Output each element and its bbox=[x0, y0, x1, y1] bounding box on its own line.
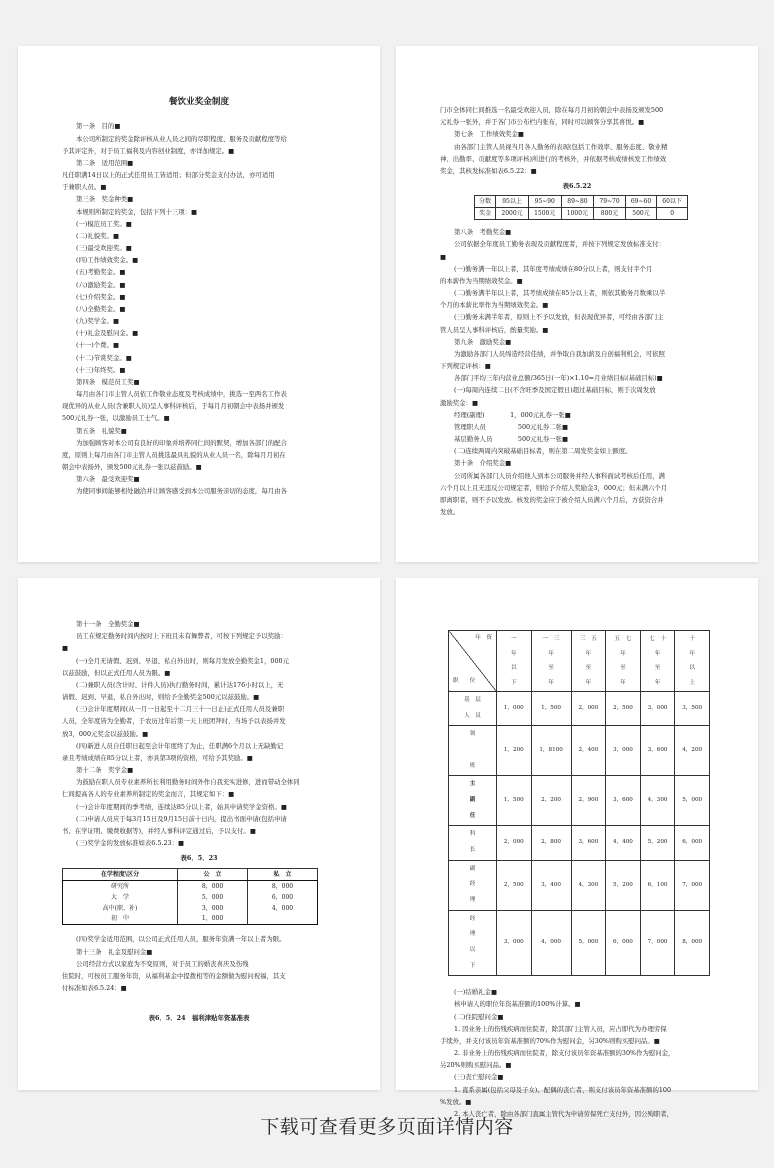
row-header-cell: 领 班 bbox=[449, 726, 497, 776]
table-cell: 2，500 bbox=[497, 860, 532, 910]
table-row bbox=[449, 860, 710, 910]
table-cell: 初 中 bbox=[63, 914, 178, 925]
table-cell: 6，000 bbox=[271, 893, 294, 901]
table-cell: 95~90 bbox=[528, 196, 561, 208]
text-line: (八)全勤奖金。■ bbox=[76, 304, 126, 313]
text-line: 公司经营方式以家庭为不变原则，对于员工的婚丧喜庆及伤残 bbox=[76, 959, 249, 968]
table-cell: 8，000 bbox=[178, 881, 248, 892]
text-line: 1. 因业务上的伤残疾病而住院者，除其部门主管人员，应占即代为办理劳保 bbox=[454, 1024, 667, 1033]
text-line: 付标准如表6.5.24：■ bbox=[62, 984, 127, 993]
text-line: (十一)个费。■ bbox=[76, 341, 119, 350]
table-row bbox=[63, 881, 318, 892]
text-line: 第七条 工作绩效奖金■ bbox=[454, 130, 524, 139]
text-line: (一)结婚礼金■ bbox=[454, 988, 497, 997]
welfare-allowance-table bbox=[448, 630, 710, 976]
text-line: 第十三条 礼金及慰问金■ bbox=[76, 947, 153, 956]
table-cell: 500元 bbox=[625, 208, 656, 220]
text-line: 第一条 目的■ bbox=[76, 122, 121, 131]
row-header-cell: 副 经 理 bbox=[449, 860, 497, 910]
text-line: 本公司所制定的奖金除评核从业人员之间的尽职程度、服务及贡献程度等给 bbox=[76, 134, 287, 143]
table-cell: 5，200 bbox=[640, 826, 675, 860]
table-header-cell: 一 三 年 至 年 bbox=[531, 631, 571, 692]
text-line: 为加强顾客对本公司有良好的印象并培养同仁间的默契，增加各部门的配合 bbox=[76, 438, 287, 447]
table-row bbox=[63, 892, 318, 903]
text-line: (五)考勤奖金。■ bbox=[76, 268, 126, 277]
text-line: 度，原则上每月由各门市主管人员挑选最具礼貌的从业人员一名，除每月月初在 bbox=[62, 450, 286, 459]
text-line: 朝会中表扬外，颁发500元礼券一张以兹鼓励。■ bbox=[62, 463, 202, 472]
table-cell: 大 学 bbox=[63, 892, 178, 903]
table-cell: 3，600 bbox=[640, 726, 675, 776]
table-header-cell: 公 立 bbox=[178, 869, 248, 881]
text-line: %发放。■ bbox=[440, 1097, 472, 1106]
document-title: 餐饮业奖金制度 bbox=[168, 97, 230, 107]
text-line: 于兼职人员。■ bbox=[62, 183, 107, 192]
document-page-4 bbox=[396, 578, 758, 1118]
table-cell: 1，200 bbox=[497, 726, 532, 776]
text-line: 管理职人员 500元礼券二张■ bbox=[454, 422, 569, 431]
table-header-cell: 私 立 bbox=[248, 869, 318, 881]
table-cell: 5，000 bbox=[675, 776, 710, 826]
table-cell: 2000元 bbox=[496, 208, 529, 220]
table-cell: 89~80 bbox=[561, 196, 594, 208]
text-line: 住院时，可按员工服务年资，从福利基金中提拨相等的金额做为慰问祝福，其支 bbox=[62, 971, 286, 980]
table-cell: 95以上 bbox=[496, 196, 529, 208]
table-row bbox=[63, 914, 318, 925]
table-cell: 3，000 bbox=[178, 903, 248, 914]
text-line: (七)介绍奖金。■ bbox=[76, 292, 126, 301]
table-cell: 2，000 bbox=[497, 826, 532, 860]
table-cell: 2，200 bbox=[531, 776, 571, 826]
table-cell: 6，000 bbox=[675, 826, 710, 860]
text-line: 激励奖金：■ bbox=[440, 398, 478, 407]
text-line: (二)兼职人员(含计时、计件人员)执行勤务时间，累计达176小时以上，无 bbox=[76, 680, 284, 689]
text-line: 第十一条 全勤奖金■ bbox=[76, 620, 140, 628]
text-line: 为激励各部门人员绵造经营佳绩，并争取自我加薪及自创福利机会，可依照 bbox=[454, 349, 665, 358]
table-header-cell: 十 年 以 上 bbox=[675, 631, 710, 692]
table-row bbox=[449, 631, 710, 692]
text-line: 每月由各门市主管人员依工作敬业态度及考核成绩中，挑选一至两名工作表 bbox=[76, 390, 287, 399]
table-row bbox=[449, 726, 710, 776]
table-cell: 1，500 bbox=[497, 776, 532, 826]
table-cell: 7，000 bbox=[675, 860, 710, 910]
table-cell: 研究所 bbox=[63, 881, 178, 892]
diagonal-header-top: 年 资 bbox=[475, 635, 492, 641]
table-row bbox=[449, 910, 710, 976]
page1-body bbox=[62, 120, 336, 497]
text-line: 仁间提高各人的专业素养所制定的奖金而言，其规定如下：■ bbox=[62, 790, 235, 799]
row-header-cell: 经 理 以 下 bbox=[449, 910, 497, 976]
table-cell: 高中(职、补) bbox=[63, 903, 178, 914]
text-line: (九)奖学金。■ bbox=[76, 317, 119, 326]
table-header-cell: 七 十 年 至 年 bbox=[640, 631, 675, 692]
row-header-cell: 主 副 任 bbox=[449, 776, 497, 826]
table-cell: 800元 bbox=[594, 208, 625, 220]
table-cell: 2，800 bbox=[531, 826, 571, 860]
text-line: 即离职者，则不予以发放。核发的奖金应于被介绍人员满六个月后，方获资合并 bbox=[440, 495, 664, 504]
table-cell: 7，000 bbox=[640, 910, 675, 976]
text-line: (一)全月无请假、迟到、早退、私自外出时，则每月发放全勤奖金1，000元 bbox=[76, 656, 289, 665]
table-cell: 4，000 bbox=[271, 904, 294, 912]
table-caption-6-5-24: 表6．5．24 福利津贴年资基准表 bbox=[148, 1014, 250, 1023]
document-page-3 bbox=[18, 578, 380, 1090]
text-line: 基层勤务人员 500元礼券一张■ bbox=[454, 435, 569, 444]
text-line: (三)勤务未满半年者，原则上不予以发放，但表现优异者，可经由各部门主 bbox=[454, 313, 664, 322]
text-line: (二)勤务满半年以上者，其考绩成绩在85分以上者，则依其勤务月数乘以半 bbox=[454, 289, 666, 298]
table-cell: 3，000 bbox=[640, 692, 675, 726]
table-cell: 5，000 bbox=[571, 910, 606, 976]
text-line: 放3，000元奖金以兹鼓励。■ bbox=[62, 729, 149, 738]
table-cell: 3，600 bbox=[606, 776, 641, 826]
table-row bbox=[449, 692, 710, 726]
text-line: 门市全体同仁间推选一名最受欢迎人员，除在每月月初的朝会中表扬及颁发500 bbox=[440, 106, 664, 114]
diagonal-header-bottom: 职 位 bbox=[453, 677, 476, 684]
text-line: 第二条 适用范围■ bbox=[76, 158, 134, 167]
text-line: ■ bbox=[62, 644, 69, 653]
text-line: 手续外，并支付该员年资基准额的70%作为慰问金，另30%则购买慰问品。■ bbox=[440, 1036, 660, 1045]
text-line: (六)激励奖金。■ bbox=[76, 280, 126, 289]
text-line: 第六条 最受欢迎奖■ bbox=[76, 475, 140, 484]
table-cell: 1，000 bbox=[178, 914, 248, 925]
text-line: (四)新进人员自任职日起至会计年度终了为止，任职满6个月以上无缺勤记 bbox=[76, 741, 284, 750]
text-line: 现优异的从业人员(含兼职人员)呈人事科评核后，于每月月初朝会中表扬并颁发 bbox=[62, 402, 285, 411]
page3-body-bottom bbox=[62, 933, 336, 994]
table-header-cell: 五 七 年 至 年 bbox=[606, 631, 641, 692]
table-cell: 1，000 bbox=[497, 692, 532, 726]
table-cell: 6，000 bbox=[606, 910, 641, 976]
table-cell: 1，8100 bbox=[531, 726, 571, 776]
text-line: 500元礼券一张，以激励员工士气。■ bbox=[62, 414, 170, 423]
text-line: (三)最受欢迎奖。■ bbox=[76, 244, 132, 253]
text-line: 奖金，其核发标准如表6.5.22：■ bbox=[440, 166, 537, 175]
text-line: 第三条 奖金种类■ bbox=[76, 195, 134, 204]
text-line: 第五条 礼貌奖■ bbox=[76, 426, 127, 435]
table-row bbox=[63, 903, 318, 914]
text-line: 第四条 模范员工奖■ bbox=[76, 377, 140, 386]
table-cell: 5，200 bbox=[606, 860, 641, 910]
text-line: 第十二条 奖学金■ bbox=[76, 766, 134, 775]
text-line: 神、出勤率、贡献度等多项评核)所进行的考核外，并依据考核成绩核发工作绩效 bbox=[440, 154, 667, 163]
table-cell: 3，400 bbox=[531, 860, 571, 910]
text-line: (一)模范员工奖。■ bbox=[76, 219, 132, 228]
table-caption-6-5-23: 表6．5．23 bbox=[180, 854, 218, 863]
text-line: (三)奖学金的发放标准如表6.5.23：■ bbox=[76, 839, 185, 848]
table-caption-6-5-22: 表6.5.22 bbox=[562, 182, 592, 191]
text-line: 2. 非业务上的伤残疾病而住院者，除支付该员年资基准额的30%作为慰问金， bbox=[454, 1049, 675, 1058]
table-cell: 5，000 bbox=[178, 892, 248, 903]
text-line: 由各部门主管人员视当月各人勤务的表现(包括工作效率、服务态度、敬业精 bbox=[454, 142, 668, 151]
text-line: 个月的本薪比率作为当期绩效奖金。■ bbox=[440, 301, 549, 310]
text-line: 六个月以上且无违反公司规定者，则给予介绍人奖励金3，000元；但未满六个月 bbox=[440, 483, 668, 492]
text-line: 凡任职满14日以上的正式任用员工皆适用；但部分奖金支付办法，亦可适用 bbox=[62, 171, 275, 180]
table-row bbox=[449, 826, 710, 860]
table-cell: 69~60 bbox=[625, 196, 656, 208]
text-line: (二)申请人员应于每3月15日及9月15日前十日内，提出书面申请(包括申请 bbox=[76, 814, 287, 823]
download-more-banner: 下载可查看更多页面详情内容 bbox=[260, 1116, 514, 1138]
table-header-cell: 在学程度\区分 bbox=[63, 869, 178, 881]
table-cell: 4，400 bbox=[606, 826, 641, 860]
table-cell: 60以下 bbox=[657, 196, 688, 208]
text-line: 第十条 介绍奖金■ bbox=[454, 459, 512, 468]
table-cell: 1，500 bbox=[531, 692, 571, 726]
text-line: 为使同事间能够相处融洽并让顾客感受到本公司服务亲切的态度，每月由各 bbox=[76, 487, 287, 496]
text-line: (四)工作绩效奖金。■ bbox=[76, 256, 139, 265]
table-cell: 2，400 bbox=[571, 726, 606, 776]
text-line: (一)每周内连续二日(不含旺季及国定假日)超过基础目标，则于次周发放 bbox=[454, 386, 656, 395]
text-line: 录且考绩成绩在85分以上者，亦具第3项的资格，可给予其奖励。■ bbox=[62, 753, 253, 762]
text-line: (一)会计年度期间的季考绩，连续达85分以上者，始具申请奖学金资格。■ bbox=[76, 802, 287, 811]
text-line: (一)勤务满一年以上者，其年度考绩成绩在80分以上者，则支付半个月 bbox=[454, 264, 653, 273]
text-line: 1. 直系亲属(包括父母及子女)、配偶的丧亡者，则支付该员年资基准额的100 bbox=[454, 1085, 672, 1094]
text-line: (三)会计年度期间(从一月一日起至十二月三十一日止)正式任用人员及兼职 bbox=[76, 705, 285, 714]
performance-bonus-table bbox=[474, 195, 688, 220]
text-line: 公司所属各部门人员介绍他人到本公司服务并经人事科面试考核后任用，满 bbox=[454, 471, 665, 480]
table-row bbox=[475, 196, 688, 208]
table-row bbox=[63, 869, 318, 881]
table-cell: 3，000 bbox=[497, 910, 532, 976]
table-cell: 3，500 bbox=[675, 692, 710, 726]
table-header-cell: 三 五 年 至 年 bbox=[571, 631, 606, 692]
text-line: (十二)节赏奖金。■ bbox=[76, 353, 132, 362]
table-cell: 奖金 bbox=[475, 208, 496, 220]
table-cell: 分数 bbox=[475, 196, 496, 208]
table-cell: 8，000 bbox=[675, 910, 710, 976]
text-line: 管人员呈人事科评核后，酌量奖励。■ bbox=[440, 325, 549, 334]
text-line: 的本薪作为当期绩效奖金。■ bbox=[440, 276, 523, 285]
table-cell: 8，000 bbox=[271, 882, 294, 890]
table-cell: 4，300 bbox=[571, 860, 606, 910]
table-row bbox=[449, 776, 710, 826]
table-cell: 2，500 bbox=[606, 692, 641, 726]
text-line: 以兹鼓励，但以正式任用人员为限。■ bbox=[62, 668, 171, 677]
scholarship-table bbox=[62, 868, 318, 925]
text-line: 请假、迟到、早退、私自外出时，则给予全勤奖金500元以兹鼓励。■ bbox=[62, 693, 260, 702]
text-line: (二)住院慰问金■ bbox=[454, 1012, 504, 1021]
page4-body bbox=[440, 986, 714, 1120]
row-header-cell: 科 长 bbox=[449, 826, 497, 860]
text-line: 公司依据全年度员工勤务表现及贡献程度者，并按下列规定发放标准支付： bbox=[454, 240, 665, 249]
document-page-2 bbox=[396, 46, 758, 562]
page2-body-bottom bbox=[440, 226, 714, 518]
table-cell: 1500元 bbox=[528, 208, 561, 220]
text-line: (十三)年终奖。■ bbox=[76, 365, 126, 374]
table-cell: 4，300 bbox=[640, 776, 675, 826]
table-cell: 3，600 bbox=[571, 826, 606, 860]
text-line: 核申请人的职位年资基准额的100%计算。■ bbox=[454, 1000, 581, 1009]
text-line: 另20%则购买慰问品。■ bbox=[440, 1061, 512, 1070]
text-line: (四)奖学金适用范围，以公司正式任用人员，服务年资满一年以上者为限。 bbox=[76, 935, 286, 944]
text-line: (十)礼金及慰问金。■ bbox=[76, 329, 139, 338]
text-line: 书、在学证明、缴费收据等)，并经人事科评定通过后，予以支付。■ bbox=[62, 826, 256, 835]
diagonal-header-cell bbox=[449, 631, 497, 692]
document-page-1 bbox=[18, 46, 380, 562]
text-line: 2. 本人丧亡者，除由各部门直属主管代为申请劳保死亡支付外，因公殉职者， bbox=[454, 1110, 674, 1118]
text-line: ■ bbox=[440, 252, 447, 261]
text-line: 员工在规定勤务时间内按时上下班且未有舞弊者，可按下列规定予以奖励： bbox=[76, 632, 287, 641]
table-cell: 4，000 bbox=[531, 910, 571, 976]
page3-body-top bbox=[62, 618, 336, 849]
table-cell: 2，900 bbox=[571, 776, 606, 826]
text-line: 为鼓励在职人员专业素养所长利用勤务时间外作自我充实进修，进而带动全体同 bbox=[76, 778, 300, 787]
table-cell: 0 bbox=[657, 208, 688, 220]
text-line: (二)礼貌奖。■ bbox=[76, 231, 119, 240]
text-line: 发放。 bbox=[440, 508, 460, 517]
text-line: 本规则所制定的奖金，包括下列十三项：■ bbox=[76, 207, 198, 216]
table-cell: 6，100 bbox=[640, 860, 675, 910]
table-cell bbox=[248, 914, 318, 925]
text-line: 第八条 考勤奖金■ bbox=[454, 228, 512, 237]
text-line: 各部门平均三年内营业总额/365日(一年)×1.10=月业绩目标(基础目标)■ bbox=[454, 374, 663, 383]
table-cell: 2，000 bbox=[571, 692, 606, 726]
text-line: (二)连续两周内突破基础目标者，则在第二周发奖金如上额度。 bbox=[454, 447, 632, 456]
row-header-cell: 基 层 人 员 bbox=[449, 692, 497, 726]
text-line: 元礼券一张外，并于各门市公布栏内张布，同时可以顾客分享其喜悦。■ bbox=[440, 118, 645, 127]
text-line: (三)丧亡慰问金■ bbox=[454, 1073, 504, 1082]
text-line: 第九条 激励奖金■ bbox=[454, 337, 512, 346]
text-line: 人员，全年度皆为全勤者，于农历过年后第一天上班团拜时，当场予以表扬并发 bbox=[62, 717, 286, 726]
table-cell: 3，000 bbox=[606, 726, 641, 776]
text-line: 予其评定外，对于员工福利及内容创业制度，亦详加规定。■ bbox=[62, 146, 235, 155]
table-header-cell: 一 年 以 下 bbox=[497, 631, 532, 692]
table-cell: 79~70 bbox=[594, 196, 625, 208]
table-cell: 4，200 bbox=[675, 726, 710, 776]
table-cell: 1000元 bbox=[561, 208, 594, 220]
text-line: 经理(副理) 1，000元礼券一张■ bbox=[454, 410, 571, 419]
page2-body-top bbox=[440, 104, 714, 177]
table-row bbox=[475, 208, 688, 220]
text-line: 下列规定评核：■ bbox=[440, 362, 491, 371]
